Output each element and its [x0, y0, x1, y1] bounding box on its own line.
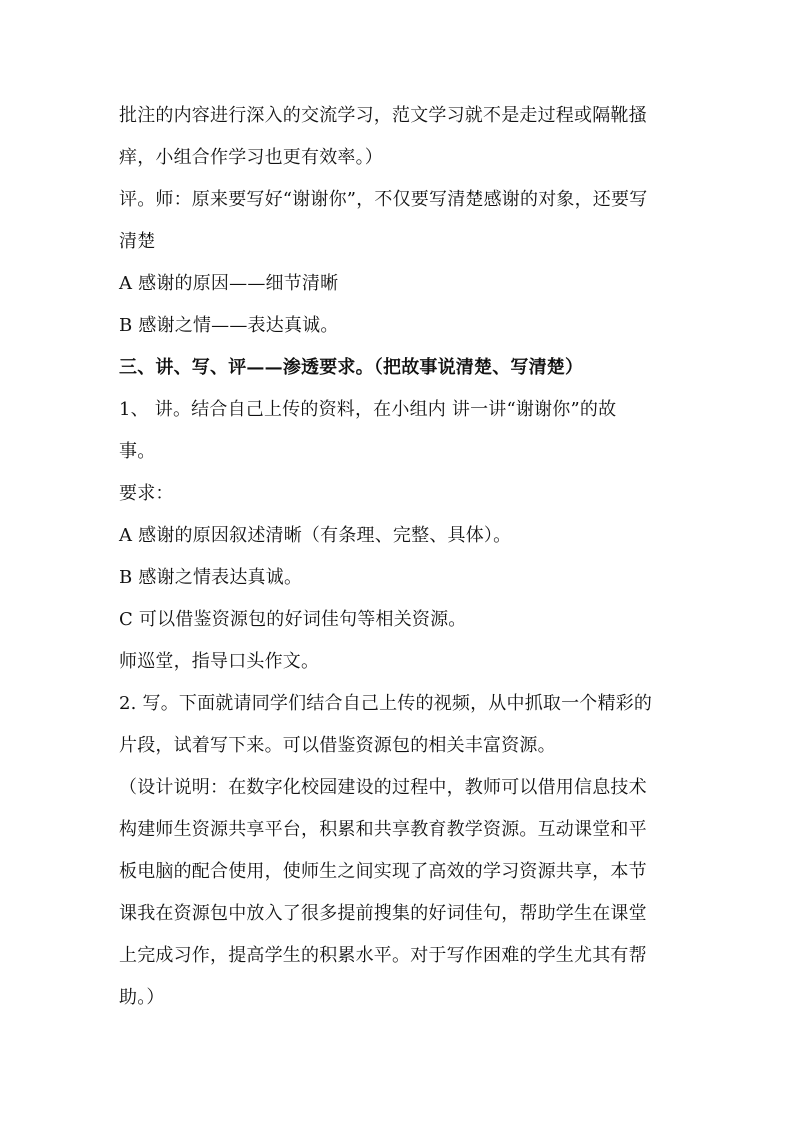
document-body	[119, 95, 679, 1019]
text-line-22: 助。）	[119, 987, 165, 1008]
text-line-21: 上完成习作，提高学生的积累水平。对于写作困难的学生尤其有帮	[119, 945, 647, 966]
text-line-5: A 感谢的原因——细节清晰	[119, 273, 339, 294]
text-line-1: 批注的内容进行深入的交流学习，范文学习就不是走过程或隔靴搔	[119, 105, 647, 126]
text-line-6: B 感谢之情——表达真诚。	[119, 315, 339, 336]
text-line-17: （设计说明：在数字化校园建设的过程中，教师可以借用信息技术	[119, 777, 647, 798]
text-line-12: B 感谢之情表达真诚。	[119, 567, 303, 588]
text-line-18: 构建师生资源共享平台，积累和共享教育教学资源。互动课堂和平	[119, 819, 647, 840]
text-line-9: 事。	[119, 441, 156, 462]
text-line-20: 课我在资源包中放入了很多提前搜集的好词佳句，帮助学生在课堂	[119, 903, 647, 924]
text-line-13: C 可以借鉴资源包的好词佳句等相关资源。	[119, 609, 467, 630]
text-line-10: 要求：	[119, 483, 174, 504]
text-line-19: 板电脑的配合使用，使师生之间实现了高效的学习资源共享，本节	[119, 861, 647, 882]
text-line-4: 清楚	[119, 231, 156, 252]
section-heading: 三、讲、写、评——渗透要求。（把故事说清楚、写清楚）	[119, 357, 584, 378]
text-line-8: 1、 讲。结合自己上传的资料，在小组内 讲一讲“谢谢你”的故	[119, 399, 617, 420]
text-line-3: 评。师：原来要写好“谢谢你”，不仅要写清楚感谢的对象，还要写	[119, 189, 648, 210]
text-line-16: 片段，试着写下来。可以借鉴资源包的相关丰富资源。	[119, 735, 556, 756]
text-line-11: A 感谢的原因叙述清晰（有条理、完整、具体）。	[119, 525, 512, 546]
text-line-2: 痒，小组合作学习也更有效率。）	[119, 147, 383, 168]
text-line-14: 师巡堂，指导口头作文。	[119, 651, 320, 672]
text-line-15: 2. 写。下面就请同学们结合自己上传的视频，从中抓取一个精彩的	[119, 693, 653, 714]
